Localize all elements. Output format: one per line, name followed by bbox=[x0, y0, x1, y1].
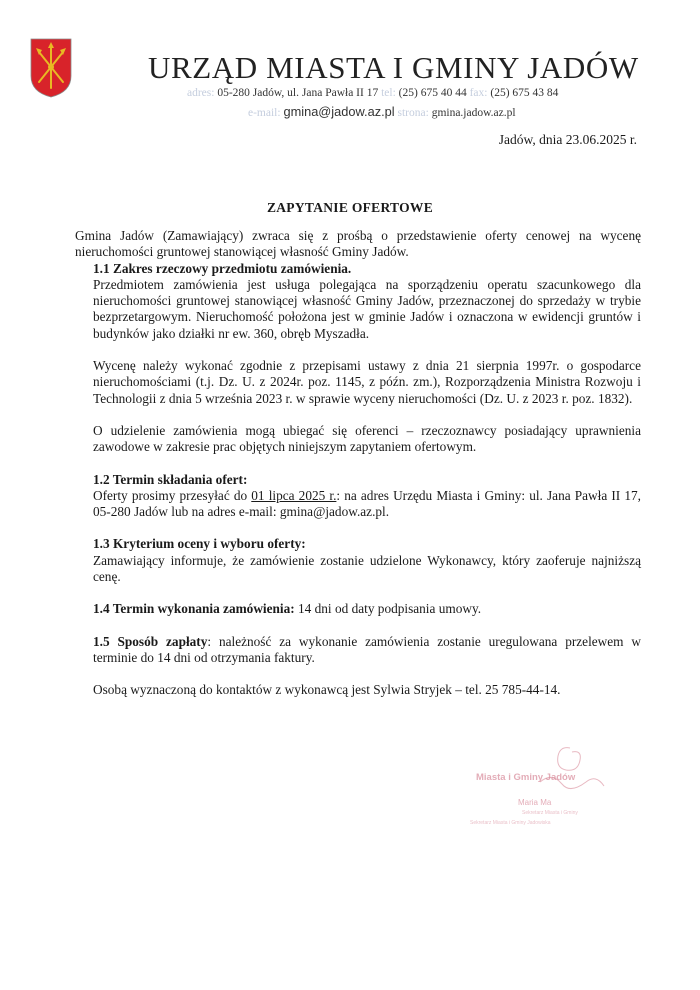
document-body bbox=[75, 228, 641, 699]
section-1-3 bbox=[75, 536, 641, 585]
signature-icon bbox=[500, 742, 610, 812]
fax-label: fax: bbox=[469, 87, 488, 99]
section-1-5 bbox=[75, 634, 641, 667]
phone-label: tel: bbox=[381, 87, 396, 99]
phone-value: (25) 675 40 44 bbox=[398, 87, 467, 99]
email-value: gmina@jadow.az.pl bbox=[283, 104, 395, 119]
section-1-4-text bbox=[93, 601, 641, 617]
web-label: strona: bbox=[397, 107, 429, 119]
section-1-5-value: : należność za wykonanie zamówienia zostanie uregulowana przelewem w terminie do 14 dni od otrzymania faktury. bbox=[93, 633, 641, 665]
section-1-4-heading: 1.4 Termin wykonania zamówienia: bbox=[93, 601, 295, 617]
stamp-line-2: Maria Ma bbox=[518, 798, 552, 807]
section-1-5-heading: 1.5 Sposób zapłaty bbox=[93, 633, 208, 649]
section-1-1-paragraph-2: Wycenę należy wykonać zgodnie z przepisami ustawy z dnia 21 sierpnia 1997r. o gospodarce nieruchomościami (t.j. Dz. U. z 2024r. poz. 1145, z późn. zm.), Rozporządzenia Ministra Rozwoju i Technologii z dnia 5 września 2023 r. w sprawie wyceny nieruchomości (Dz. U. z 2023 r. poz. 1832). bbox=[93, 358, 641, 406]
stamp-line-4: Sekretarz Miasta i Gminy Jadowiska bbox=[470, 820, 551, 826]
section-1-2-text bbox=[93, 488, 641, 521]
section-1-2-deadline: 01 lipca 2025 r. bbox=[251, 487, 337, 503]
section-1-1-heading: 1.1 Zakres rzeczowy przedmiotu zamówienia. bbox=[93, 260, 352, 276]
fax-value: (25) 675 43 84 bbox=[490, 87, 559, 99]
contact-person-line: Osobą wyznaczoną do kontaktów z wykonawcą jest Sylwia Stryjek – tel. 25 785-44-14. bbox=[93, 682, 561, 698]
email-label: e-mail: bbox=[248, 107, 281, 119]
section-1-1 bbox=[75, 261, 641, 456]
section-1-3-heading: 1.3 Kryterium oceny i wyboru oferty: bbox=[93, 536, 306, 552]
office-name: URZĄD MIASTA I GMINY JADÓW bbox=[148, 50, 639, 85]
section-1-1-paragraph-3: O udzielenie zamówienia mogą ubiegać się oferenci – rzeczoznawcy posiadający uprawnienia zawodowe w zakresie prac objętych niniejszym zapytaniem ofertowym. bbox=[93, 422, 641, 455]
section-1-1-paragraph-1: Przedmiotem zamówienia jest usługa polegająca na sporządzeniu operatu szacunkowego dla nieruchomości gruntowej stanowiącej własność Gminy Jadów, przeznaczonej do sprzedaży w trybie bezprzetargowym. Nieruchomość położona jest w gminie Jadów i oznaczona w ewidencji gruntów i budynków jako działki nr ew. 360, obręb Myszadła. bbox=[93, 276, 641, 341]
section-1-2-text-b: : na adres Urzędu Miasta i Gminy: ul. Jana Pawła II 17, 05-280 Jadów lub na adres e-mail: gmina@jadow.az.pl. bbox=[93, 487, 641, 520]
stamp-line-3: Sekretarz Miasta i Gminy bbox=[522, 810, 578, 816]
stamp-line-1: Miasta i Gminy Jadów bbox=[476, 772, 576, 783]
web-value: gmina.jadow.az.pl bbox=[431, 107, 516, 119]
section-1-4-value: 14 dni od daty podpisania umowy. bbox=[298, 601, 482, 617]
section-1-4 bbox=[75, 601, 641, 617]
section-1-2-heading: 1.2 Termin składania ofert: bbox=[93, 471, 248, 487]
contact-person bbox=[75, 682, 641, 698]
section-1-2-text-a: Oferty prosimy przesyłać do bbox=[93, 487, 252, 503]
document-title: ZAPYTANIE OFERTOWE bbox=[266, 200, 434, 215]
contact-line-web bbox=[248, 104, 516, 119]
address-label: adres: bbox=[187, 87, 215, 99]
section-1-5-text bbox=[93, 634, 641, 667]
section-1-2 bbox=[75, 472, 641, 521]
document-date: Jadów, dnia 23.06.2025 r. bbox=[498, 132, 637, 147]
section-1-3-text: Zamawiający informuje, że zamówienie zostanie udzielone Wykonawcy, który zaoferuje najniższą cenę. bbox=[93, 552, 641, 585]
address-value: 05-280 Jadów, ul. Jana Pawła II 17 bbox=[217, 87, 379, 99]
contact-line-address bbox=[187, 87, 558, 99]
intro-paragraph: Gmina Jadów (Zamawiający) zwraca się z prośbą o przedstawienie oferty cenowej na wycenę nieruchomości gruntowej stanowiącej własność Gminy Jadów. bbox=[75, 228, 641, 260]
coat-of-arms-icon bbox=[30, 38, 72, 98]
